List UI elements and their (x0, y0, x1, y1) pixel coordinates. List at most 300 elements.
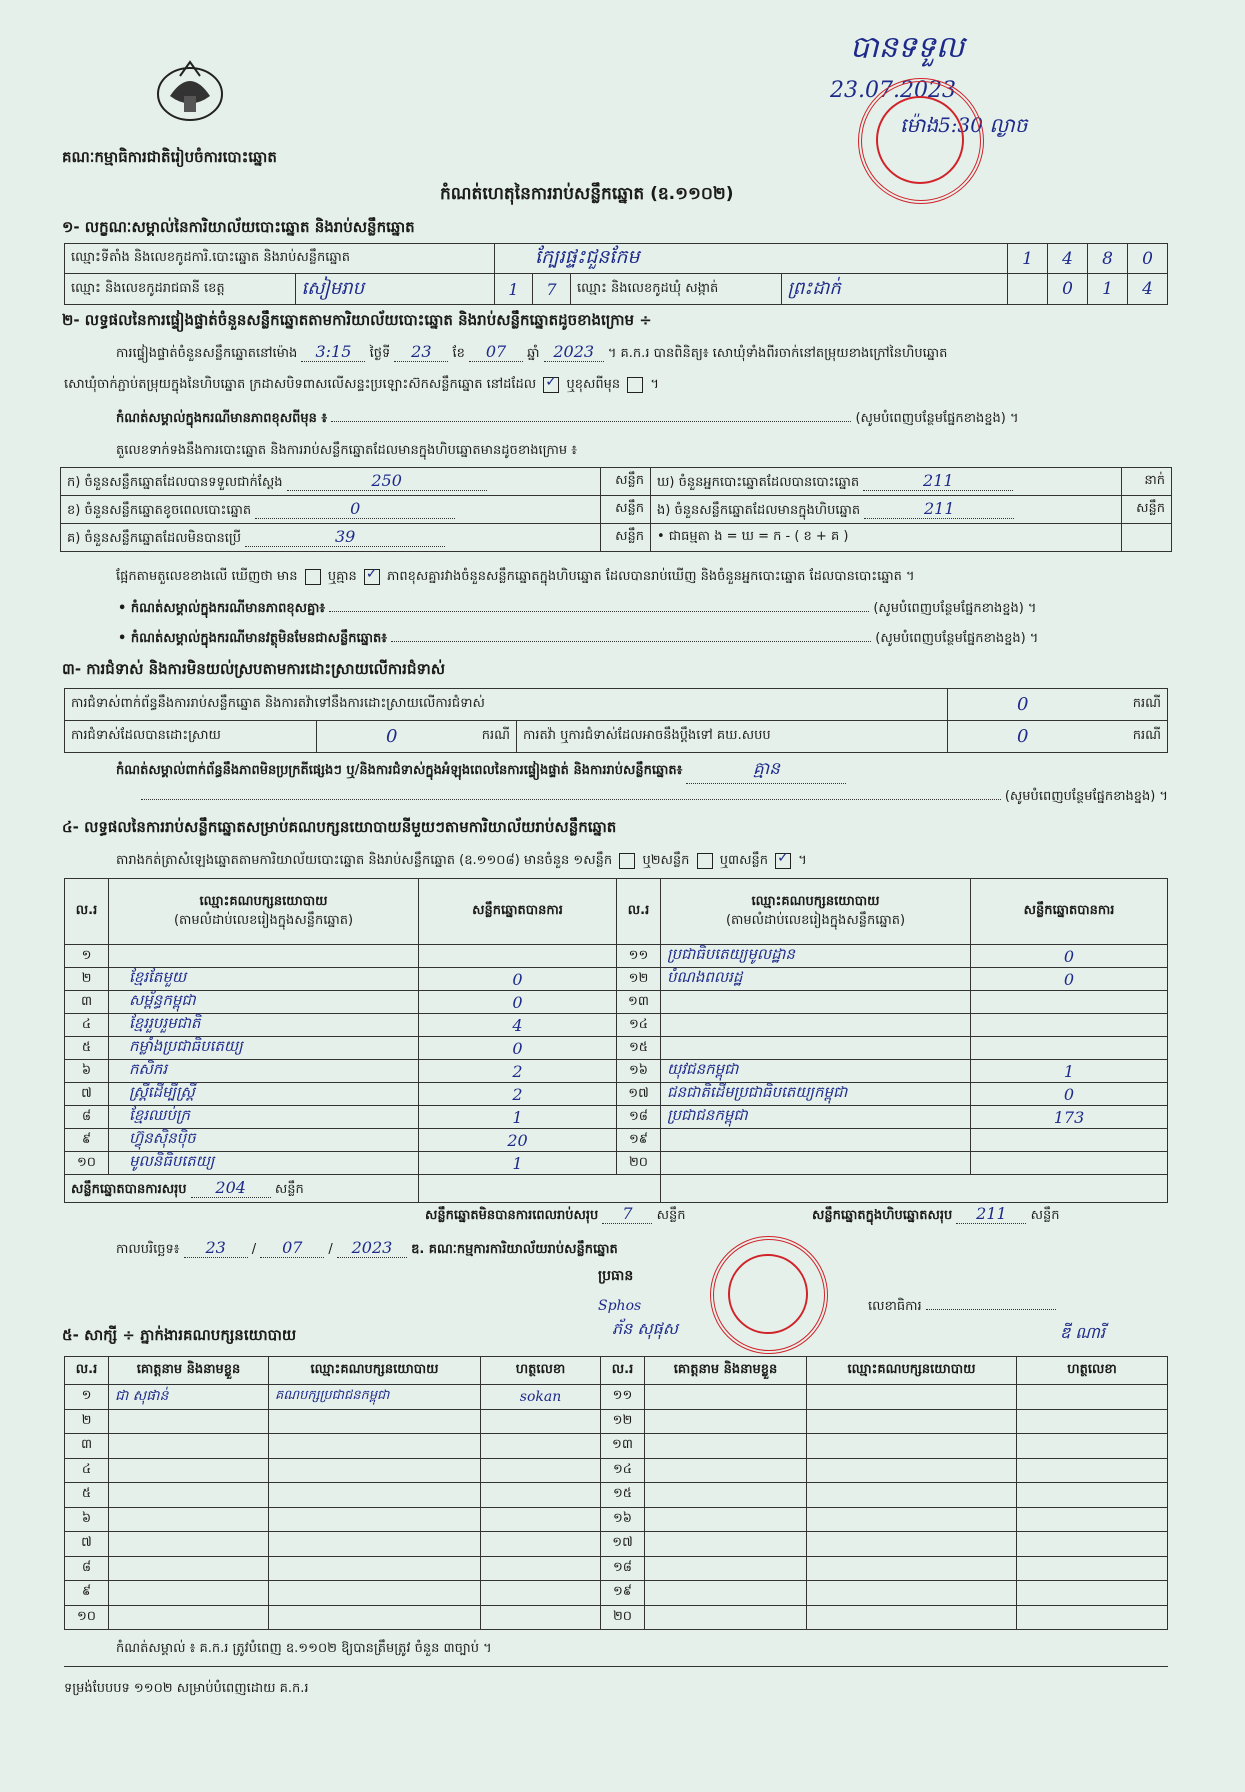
figure-left-value: 250 (287, 471, 487, 491)
witness-party (807, 1458, 1017, 1483)
party-no: ៧ (65, 1083, 109, 1106)
witness-signature (481, 1556, 601, 1581)
two-sheets-checkbox[interactable] (697, 853, 713, 869)
party-votes (419, 945, 617, 968)
witness-name (645, 1556, 807, 1581)
party-votes (971, 991, 1168, 1014)
results-row (65, 968, 1168, 991)
compare-none-label: ឬគ្មាន (327, 569, 357, 584)
objections-unit: ករណី (1098, 689, 1168, 721)
witness-name (109, 1556, 269, 1581)
witness-row (65, 1605, 1168, 1630)
bullet1-label: • កំណត់សម្គាល់ក្នុងករណីមានភាពខុសគ្នា៖ (118, 601, 326, 616)
witness-party (269, 1409, 481, 1434)
witness-signature (1017, 1532, 1168, 1557)
witness-signature (481, 1507, 601, 1532)
party-name (661, 1129, 971, 1152)
results-row (65, 1106, 1168, 1129)
party-name: ខ្មែរឈប់ក្រ (109, 1106, 419, 1129)
witness-signature (1017, 1581, 1168, 1606)
witness-no: ១៨ (601, 1556, 645, 1581)
party-no: ១៥ (617, 1037, 661, 1060)
party-name: ខ្មែររួបរួមជាតិ (109, 1014, 419, 1037)
appeal-unit: ករណី (1098, 721, 1168, 753)
party-no: ៨ (65, 1106, 109, 1129)
compare-line (116, 568, 915, 587)
party-name: ប្រជាធិបតេយ្យមូលដ្ឋាន (661, 945, 971, 968)
commission-label: ឌ. គណៈកម្មការការិយាល័យរាប់សន្លឹកឆ្នោត (411, 1242, 618, 1257)
witness-name (645, 1605, 807, 1630)
party-votes: 2 (419, 1083, 617, 1106)
party-name: ជនជាតិដើមប្រជាធិបតេយ្យកម្ពុជា (661, 1083, 971, 1106)
witness-party (269, 1434, 481, 1459)
bullet1-fill: (សូមបំពេញបន្ថែមផ្នែកខាងខ្នង) ។ (873, 601, 1037, 616)
witness-signature (1017, 1483, 1168, 1508)
figure-right-unit (1122, 524, 1172, 552)
bullet1-line (118, 600, 1168, 619)
witness-name (109, 1434, 269, 1459)
party-no: ៤ (65, 1014, 109, 1037)
party-name: សម្ព័ន្ធកម្ពុជា (109, 991, 419, 1014)
irregularities-fill: (សូមបំពេញបន្ថែមផ្នែកខាងខ្នង) ។ (1004, 789, 1168, 804)
results-col-votes-right: សន្លឹកឆ្នោតបានការ (971, 879, 1168, 945)
witness-party (807, 1483, 1017, 1508)
results-col-no-left: ល.រ (65, 879, 109, 945)
figures-row (61, 524, 1172, 552)
check-day: 23 (394, 342, 448, 362)
figures-intro: តួលេខទាក់ទងនឹងការបោះឆ្នោត និងការរាប់សន្លឹកឆ្នោតដែលមានក្នុងហិបឆ្នោតមានដូចខាងក្រោម ៖ (116, 443, 577, 458)
bullet2-line (118, 630, 1168, 649)
figure-right-unit: នាក់ (1122, 468, 1172, 496)
witness-no: ៩ (65, 1581, 109, 1606)
party-name: ខ្មែរតែមួយ (109, 968, 419, 991)
witness-name (109, 1409, 269, 1434)
compare-has-label: ផ្អែកតាមតួលេខខាងលើ ឃើញថា មាន (116, 569, 298, 584)
party-votes: 1 (419, 1152, 617, 1175)
witness-no: ៤ (65, 1458, 109, 1483)
station-code-2: 4 (1048, 244, 1088, 274)
nec-emblem-icon (150, 56, 230, 126)
section5-heading: ៥- សាក្សី ÷ ភ្នាក់ងារគណបក្សនយោបាយ (62, 1326, 297, 1344)
one-sheet-checkbox[interactable] (619, 853, 635, 869)
seal-status-text: សោឃុំចាក់ភ្ជាប់តម្រុយក្នុងនៃហិបឆ្នោត ក្រដាសបិទពាសលើសន្ទះប្រឡោះស៊កសន្លឹកឆ្នោត នៅដដែល (64, 377, 537, 392)
results-row (65, 1014, 1168, 1037)
total-invalid-line (425, 1204, 685, 1226)
party-name (109, 945, 419, 968)
witness-party (807, 1581, 1017, 1606)
witness-signature (1017, 1458, 1168, 1483)
figure-left-value: 0 (255, 499, 455, 519)
witness-no: ១៦ (601, 1507, 645, 1532)
bullet2-fill: (សូមបំពេញបន្ថែមផ្នែកខាងខ្នង) ។ (875, 631, 1039, 646)
difference-note-line (116, 410, 1166, 429)
witness-signature (1017, 1434, 1168, 1459)
section3-heading: ៣- ការជំទាស់ និងការមិនយល់ស្របតាមការដោះស្រាយលើការជំទាស់ (62, 660, 446, 678)
party-no: ២ (65, 968, 109, 991)
witness-no: ៦ (65, 1507, 109, 1532)
figure-right-value: 211 (864, 499, 1014, 519)
station-value: ក្បែរផ្ទះជួនកែម (495, 244, 1008, 274)
objections-value: 0 (948, 689, 1098, 721)
secretary-label: លេខាធិការ (868, 1299, 922, 1314)
witness-row (65, 1434, 1168, 1459)
signing-year: 2023 (337, 1238, 407, 1258)
figure-right-cell: ឃ) ចំនួនអ្នកបោះឆ្នោតដែលបានបោះឆ្នោត 211 (651, 468, 1122, 496)
witness-name (645, 1581, 807, 1606)
changed-checkbox[interactable] (627, 377, 643, 393)
total-box-label: សន្លឹកឆ្នោតក្នុងហិបឆ្នោតសរុប (812, 1208, 953, 1223)
witness-party (807, 1409, 1017, 1434)
irregularities-label: កំណត់សម្គាល់ពាក់ព័ន្ធនឹងភាពមិនប្រក្រតីផ្សេងៗ ឬ/និងការជំទាស់ក្នុងអំឡុងពេលនៃការផ្ទៀងផ្ទាត់ និងការរាប់សន្លឹកឆ្នោត៖ (116, 763, 683, 778)
received-date: 23.07.2023 (830, 78, 956, 103)
witness-party (269, 1605, 481, 1630)
figure-left-value: 39 (245, 527, 445, 547)
witness-no: ១៥ (601, 1483, 645, 1508)
appeal-label: ការតវ៉ា ឬការជំទាស់ដែលអាចនឹងប្តឹងទៅ គឃ.សបប (517, 721, 948, 753)
witness-no: ២០ (601, 1605, 645, 1630)
witness-no: ២ (65, 1409, 109, 1434)
witness-signature (481, 1458, 601, 1483)
witness-name (645, 1409, 807, 1434)
station-code-1: 1 (1008, 244, 1048, 274)
difference-note-fill: (សូមបំពេញបន្ថែមផ្នែកខាងខ្នង) ។ (855, 411, 1019, 426)
figure-left-unit: សន្លឹក (601, 524, 651, 552)
witness-row (65, 1556, 1168, 1581)
province-value: សៀមរាប (301, 277, 364, 299)
party-name (661, 991, 971, 1014)
party-no: ១៩ (617, 1129, 661, 1152)
party-no: ១២ (617, 968, 661, 991)
witness-col-sign-right: ហត្ថលេខា (1017, 1357, 1168, 1385)
witness-col-party-right: ឈ្មោះគណបក្សនយោបាយ (807, 1357, 1017, 1385)
party-votes: 0 (971, 945, 1168, 968)
official-seal-bottom (710, 1236, 828, 1354)
figures-row (61, 496, 1172, 524)
witness-table (64, 1356, 1168, 1630)
tally-sheets-line: តារាងកត់ត្រាសំឡេងឆ្នោតតាមការិយាល័យបោះឆ្នោត និងរាប់សន្លឹកឆ្នោត (ឧ.១១០៨) មានចំនួន ១សន្លឹក ឬ២សន្លឹក ឬ៣សន្លឹក ✓ ។ (116, 852, 807, 871)
witness-party (807, 1507, 1017, 1532)
party-votes (971, 1129, 1168, 1152)
witness-name (109, 1532, 269, 1557)
province-code-2: 7 (533, 274, 571, 305)
section2-heading: ២- លទ្ធផលនៃការផ្ទៀងផ្ទាត់ចំនួនសន្លឹកឆ្នោតតាមការិយាល័យបោះឆ្នោត និងរាប់សន្លឹកឆ្នោតដូចខាងក្រោម ÷ (62, 311, 652, 329)
witness-row (65, 1507, 1168, 1532)
check-result-text: ។ គ.ក.រ បានពិនិត្យ៖ សោឃុំទាំងពីរចាក់នៅតម្រុយខាងក្រៅនៃហិបឆ្នោត (607, 346, 948, 361)
witness-party (269, 1581, 481, 1606)
results-row (65, 1129, 1168, 1152)
irregularities-line (116, 758, 1166, 784)
check-time: 3:15 (301, 342, 365, 362)
check-month: 07 (469, 342, 523, 362)
witness-row (65, 1483, 1168, 1508)
witness-name (645, 1434, 807, 1459)
witness-signature (1017, 1556, 1168, 1581)
party-no: ១៧ (617, 1083, 661, 1106)
check-year-label: ឆ្នាំ (527, 346, 540, 361)
witness-name (645, 1385, 807, 1410)
irregularities-fill-line (64, 788, 1168, 807)
witness-signature (1017, 1409, 1168, 1434)
figure-left-cell: គ) ចំនួនសន្លឹកឆ្នោតដែលមិនបានប្រើ 39 (61, 524, 601, 552)
results-row (65, 1060, 1168, 1083)
form-title: កំណត់ហេតុនៃការរាប់សន្លឹកឆ្នោត (ឧ.១១០២) (440, 184, 734, 204)
resolved-label: ការជំទាស់ដែលបានដោះស្រាយ (65, 721, 317, 753)
witness-no: ៨ (65, 1556, 109, 1581)
witness-name (109, 1581, 269, 1606)
party-no: ៣ (65, 991, 109, 1014)
secretary-line (868, 1298, 1056, 1317)
committee-name: គណៈកម្មាធិការជាតិរៀបចំការបោះឆ្នោត (62, 148, 277, 166)
footer-divider (64, 1666, 1168, 1667)
witness-name: ជា សុផាន់ (109, 1385, 269, 1410)
party-votes: 20 (419, 1129, 617, 1152)
three-sheets-label: ឬ៣សន្លឹក (719, 853, 768, 868)
witness-no: ៥ (65, 1483, 109, 1508)
party-votes: 4 (419, 1014, 617, 1037)
witness-name (645, 1532, 807, 1557)
two-sheets-label: ឬ២សន្លឹក (642, 853, 690, 868)
section1-heading: ១- លក្ខណៈសម្គាល់នៃការិយាល័យបោះឆ្នោត និងរាប់សន្លឹកឆ្នោត (62, 218, 415, 236)
party-name (661, 1037, 971, 1060)
witness-name (109, 1458, 269, 1483)
witness-party (807, 1434, 1017, 1459)
figure-right-unit: សន្លឹក (1122, 496, 1172, 524)
witness-name (645, 1483, 807, 1508)
received-time: ម៉ោង5:30 ល្ងាច (900, 113, 1028, 137)
witness-party: គណបក្សប្រជាជនកម្ពុជា (269, 1385, 481, 1410)
total-box-cell (661, 1175, 1168, 1203)
compare-text: ភាពខុសគ្នារវាងចំនួនសន្លឹកឆ្នោតក្នុងហិបឆ្នោត ដែលបានរាប់ឃើញ និងចំនួនអ្នកបោះឆ្នោត ដែលបានបោះឆ្នោត ។ (387, 569, 915, 584)
check-year: 2023 (544, 342, 604, 362)
witness-col-sign-left: ហត្ថលេខា (481, 1357, 601, 1385)
signing-date-line: កាលបរិច្ឆេទ៖ 23 / 07 / 2023 ឌ. គណៈកម្មការការិយាល័យរាប់សន្លឹកឆ្នោត (116, 1238, 618, 1257)
figures-row (61, 468, 1172, 496)
commune-code-1: 0 (1048, 274, 1088, 305)
figures-table (60, 467, 1172, 552)
total-invalid-label: សន្លឹកឆ្នោតមិនបានការពេលរាប់សរុប (425, 1208, 599, 1223)
party-name: ហ៊្វុនស៊ិនប៉ិច (109, 1129, 419, 1152)
witness-no: ១៧ (601, 1532, 645, 1557)
no-difference-checkbox[interactable] (364, 569, 380, 585)
figure-right-cell: • ជាធម្មតា ង = ឃ = ក - ( ខ + គ ) (651, 524, 1122, 552)
difference-note-label: កំណត់សម្គាល់ក្នុងករណីមានភាពខុសពីមុន ៖ (116, 411, 328, 426)
received-note: បានទទួល (850, 30, 965, 65)
resolved-unit: ករណី (467, 721, 517, 753)
results-col-no-right: ល.រ (617, 879, 661, 945)
witness-name (109, 1605, 269, 1630)
witness-name (109, 1483, 269, 1508)
station-table (64, 243, 1168, 305)
party-no: ២០ (617, 1152, 661, 1175)
party-no: ១០ (65, 1152, 109, 1175)
three-sheets-checkbox[interactable] (775, 853, 791, 869)
check-month-label: ខែ (452, 346, 465, 361)
witness-signature (481, 1409, 601, 1434)
witness-party (807, 1556, 1017, 1581)
party-votes (971, 1014, 1168, 1037)
resolved-value: 0 (317, 721, 467, 753)
witness-party (269, 1483, 481, 1508)
party-no: ១៤ (617, 1014, 661, 1037)
witness-note: កំណត់សម្គាល់ ៖ គ.ក.រ ត្រូវបំពេញ ឧ.១១០២ ឱ្យបានត្រឹមត្រូវ ចំនួន ៣ច្បាប់ ។ (116, 1641, 492, 1656)
witness-party (269, 1532, 481, 1557)
witness-name (109, 1507, 269, 1532)
witness-party (807, 1605, 1017, 1630)
results-table (64, 878, 1168, 1203)
witness-signature (481, 1434, 601, 1459)
changed-label: ឬខុសពីមុន (566, 377, 621, 392)
witness-row (65, 1532, 1168, 1557)
witness-no: ១៤ (601, 1458, 645, 1483)
objections-table (64, 688, 1168, 753)
party-votes: 173 (971, 1106, 1168, 1129)
seal-status-line: សោឃុំចាក់ភ្ជាប់តម្រុយក្នុងនៃហិបឆ្នោត ក្រដាសបិទពាសលើសន្ទះប្រឡោះស៊កសន្លឹកឆ្នោត នៅដដែល ✓ ឬខុសពីមុន ។ (64, 376, 659, 395)
results-row (65, 1152, 1168, 1175)
figure-left-unit: សន្លឹក (601, 496, 651, 524)
party-name: បំណងពលរដ្ឋ (661, 968, 971, 991)
witness-no: ១៩ (601, 1581, 645, 1606)
party-name: កម្លាំងប្រជាធិបតេយ្យ (109, 1037, 419, 1060)
witness-no: ៧ (65, 1532, 109, 1557)
witness-no: ១១ (601, 1385, 645, 1410)
results-row (65, 991, 1168, 1014)
party-no: ៩ (65, 1129, 109, 1152)
party-name: ប្រជាជនកម្ពុជា (661, 1106, 971, 1129)
station-code-4: 0 (1128, 244, 1168, 274)
witness-no: ៣ (65, 1434, 109, 1459)
party-votes: 0 (971, 1083, 1168, 1106)
total-valid-value: 204 (191, 1178, 271, 1198)
witness-row (65, 1581, 1168, 1606)
total-box-unit: សន្លឹក (1030, 1208, 1060, 1223)
party-no: ៦ (65, 1060, 109, 1083)
total-invalid-cell (419, 1175, 661, 1203)
witness-no: ១៣ (601, 1434, 645, 1459)
party-no: ១ (65, 945, 109, 968)
party-name: មូលនិធិបតេយ្យ (109, 1152, 419, 1175)
has-difference-checkbox[interactable] (305, 569, 321, 585)
bullet2-label: • កំណត់សម្គាល់ក្នុងករណីមានវត្ថុមិនមែនជាសន្លឹកឆ្នោត៖ (118, 631, 387, 646)
party-votes (971, 1037, 1168, 1060)
witness-party (269, 1458, 481, 1483)
footer-text: ទម្រង់បែបបទ ១១០២ សម្រាប់បំពេញដោយ គ.ក.រ (64, 1681, 309, 1696)
tally-sheets-text: តារាងកត់ត្រាសំឡេងឆ្នោតតាមការិយាល័យបោះឆ្នោត និងរាប់សន្លឹកឆ្នោត (ឧ.១១០៨) មានចំនួន ១សន្លឹក (116, 853, 613, 868)
station-label: ឈ្មោះទីតាំង និងលេខកូដការិ.បោះឆ្នោត និងរាប់សន្លឹកឆ្នោត (65, 244, 495, 274)
witness-no: ១២ (601, 1409, 645, 1434)
party-votes: 0 (419, 991, 617, 1014)
witness-col-name-right: គោត្តនាម និងនាមខ្លួន (645, 1357, 807, 1385)
total-invalid-value: 7 (602, 1204, 652, 1224)
party-votes: 0 (971, 968, 1168, 991)
total-valid-cell: សន្លឹកឆ្នោតបានការសរុប 204 សន្លឹក (65, 1175, 419, 1203)
witness-col-no-left: ល.រ (65, 1357, 109, 1385)
party-name (661, 1014, 971, 1037)
witness-name (645, 1458, 807, 1483)
party-name (661, 1152, 971, 1175)
check-day-label: ថ្ងៃទី (369, 346, 391, 361)
secretary-name: ឌី ណារី (1060, 1323, 1105, 1342)
total-box-line (812, 1204, 1059, 1226)
witness-col-no-right: ល.រ (601, 1357, 645, 1385)
province-label: ឈ្មោះ និងលេខកូដរាជធានី ខេត្ត (65, 274, 295, 304)
witness-no: ១០ (65, 1605, 109, 1630)
witness-signature (481, 1483, 601, 1508)
check-time-line (116, 342, 947, 364)
party-name: យុវជនកម្ពុជា (661, 1060, 971, 1083)
commune-label: ឈ្មោះ និងលេខកូដឃុំ សង្កាត់ (571, 274, 781, 304)
signing-month: 07 (260, 1238, 324, 1258)
party-no: ១៦ (617, 1060, 661, 1083)
witness-row (65, 1385, 1168, 1410)
party-no: ១១ (617, 945, 661, 968)
chair-signature: Sphos (598, 1298, 642, 1314)
figure-left-cell: ខ) ចំនួនសន្លឹកឆ្នោតខូចពេលបោះឆ្នោត 0 (61, 496, 601, 524)
witness-signature (481, 1532, 601, 1557)
commune-code-2: 1 (1088, 274, 1128, 305)
check-time-label: ការផ្ទៀងផ្ទាត់ចំនួនសន្លឹកឆ្នោតនៅម៉ោង (116, 346, 298, 361)
party-votes: 0 (419, 968, 617, 991)
witness-col-name-left: គោត្តនាម និងនាមខ្លួន (109, 1357, 269, 1385)
results-col-votes-left: សន្លឹកឆ្នោតបានការ (419, 879, 617, 945)
witness-row (65, 1409, 1168, 1434)
commune-code-3: 4 (1128, 274, 1168, 305)
witness-party (269, 1556, 481, 1581)
party-name: កសិករ (109, 1060, 419, 1083)
figure-right-value: 211 (863, 471, 1013, 491)
unchanged-checkbox[interactable] (543, 377, 559, 393)
witness-signature (1017, 1385, 1168, 1410)
results-col-party-right: ឈ្មោះគណបក្សនយោបាយ (តាមលំដាប់លេខរៀងក្នុងសន្លឹកឆ្នោត) (661, 879, 971, 945)
signing-day: 23 (184, 1238, 248, 1258)
party-votes: 0 (419, 1037, 617, 1060)
witness-signature (481, 1581, 601, 1606)
witness-no: ១ (65, 1385, 109, 1410)
results-row (65, 945, 1168, 968)
witness-party (807, 1385, 1017, 1410)
party-no: ១៣ (617, 991, 661, 1014)
chair-name: ភ័ន សុផុស (612, 1319, 679, 1338)
witness-signature: sokan (481, 1385, 601, 1410)
witness-signature (1017, 1507, 1168, 1532)
witness-name (645, 1507, 807, 1532)
party-votes (971, 1152, 1168, 1175)
party-no: ១៨ (617, 1106, 661, 1129)
results-row (65, 1037, 1168, 1060)
results-row (65, 1083, 1168, 1106)
witness-row (65, 1458, 1168, 1483)
witness-col-party-left: ឈ្មោះគណបក្សនយោបាយ (269, 1357, 481, 1385)
objections-label: ការជំទាស់ពាក់ព័ន្ធនឹងការរាប់សន្លឹកឆ្នោត និងការតវ៉ាទៅនឹងការដោះស្រាយលើការជំទាស់ (65, 689, 948, 721)
party-name: ស្ត្រីដើម្បីស្ត្រី (109, 1083, 419, 1106)
figure-left-unit: សន្លឹក (601, 468, 651, 496)
results-col-party-left: ឈ្មោះគណបក្សនយោបាយ (តាមលំដាប់លេខរៀងក្នុងសន្លឹកឆ្នោត) (109, 879, 419, 945)
witness-signature (1017, 1605, 1168, 1630)
official-seal-top (858, 78, 984, 204)
commune-value: ព្រះដាក់ (787, 277, 841, 299)
figure-left-cell: ក) ចំនួនសន្លឹកឆ្នោតដែលបានទទួលជាក់ស្តែង 250 (61, 468, 601, 496)
party-votes: 1 (419, 1106, 617, 1129)
irregularities-value: គ្មាន (686, 758, 846, 784)
figure-right-cell: ង) ចំនួនសន្លឹកឆ្នោតដែលមានក្នុងហិបឆ្នោត 211 (651, 496, 1122, 524)
appeal-value: 0 (948, 721, 1098, 753)
party-no: ៥ (65, 1037, 109, 1060)
total-box-value: 211 (956, 1204, 1026, 1224)
signing-date-label: កាលបរិច្ឆេទ៖ (116, 1242, 180, 1257)
witness-party (807, 1532, 1017, 1557)
chair-label: ប្រធាន (598, 1268, 634, 1284)
witness-party (269, 1507, 481, 1532)
party-votes: 1 (971, 1060, 1168, 1083)
